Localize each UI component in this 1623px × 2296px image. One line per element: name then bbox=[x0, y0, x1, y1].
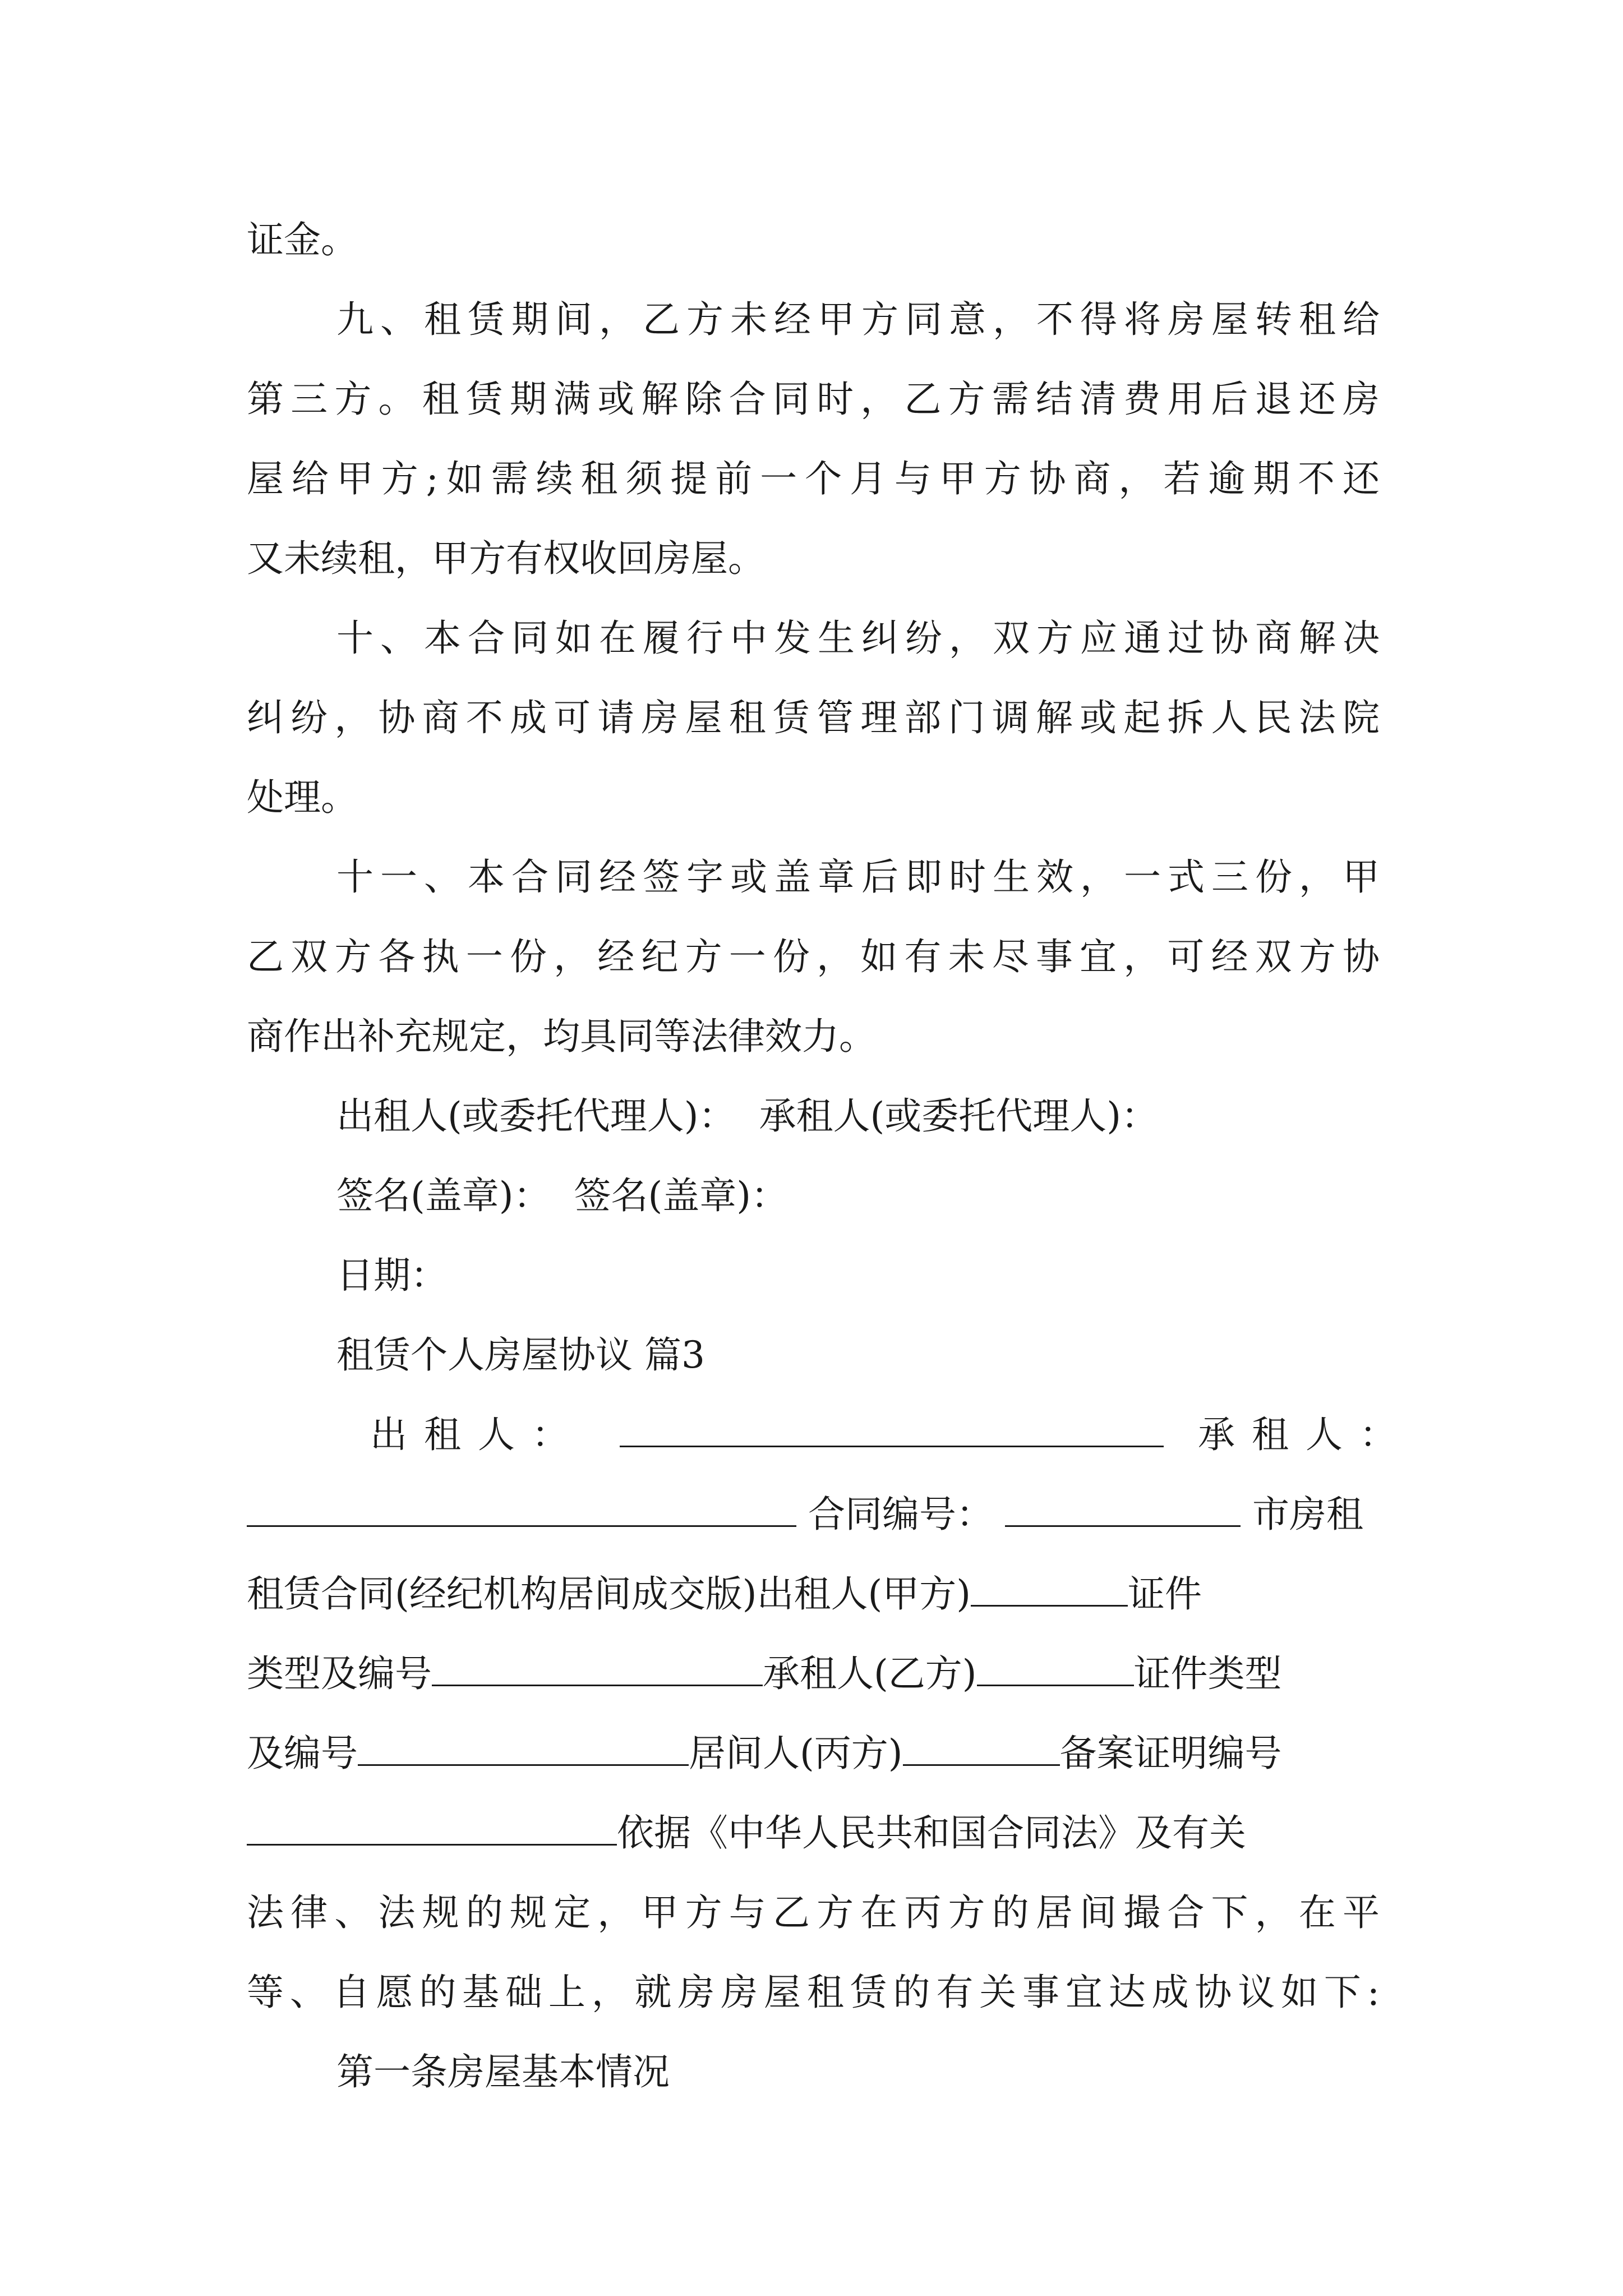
party-a-label: 出租人(甲方) bbox=[757, 1572, 971, 1616]
lessor-lessee-line bbox=[370, 1408, 1413, 1462]
contract-no-blank[interactable] bbox=[1005, 1492, 1241, 1527]
id-type-label: 类型及编号 bbox=[247, 1652, 432, 1695]
text-line: 证金。 bbox=[247, 218, 358, 261]
text-line: 又未续租，甲方有权收回房屋。 bbox=[247, 537, 765, 580]
signature-seal-line: 签名(盖章)： 签名(盖章)： bbox=[336, 1174, 788, 1217]
lessor-label: 出租人： bbox=[370, 1413, 585, 1456]
record-no-blank[interactable] bbox=[247, 1810, 617, 1846]
city-contract-tail: 市房租 bbox=[1252, 1493, 1363, 1536]
date-line: 日期： bbox=[336, 1254, 448, 1297]
text-line: 商作出补充规定，均具同等法律效力。 bbox=[247, 1015, 876, 1058]
text-line: 法律、法规的规定，甲方与乙方在丙方的居间撮合下，在平 bbox=[247, 1891, 1380, 1934]
party-b-id-blank[interactable] bbox=[358, 1731, 689, 1766]
text-line: 等、自愿的基础上，就房房屋租赁的有关事宜达成协议如下: bbox=[247, 1971, 1380, 2014]
signature-parties-line: 出租人(或委托代理人)： 承租人(或委托代理人)： bbox=[336, 1094, 1158, 1138]
party-b-line bbox=[247, 1647, 1380, 1701]
lessee-blank[interactable] bbox=[247, 1492, 796, 1527]
contract-title: 租赁合同(经纪机构居间成交版) bbox=[247, 1572, 757, 1616]
basis-text: 依据《中华人民共和国合同法》及有关 bbox=[617, 1811, 1246, 1855]
lessor-blank[interactable] bbox=[620, 1412, 1164, 1447]
text-line: 屋给甲方;如需续租须提前一个月与甲方协商，若逾期不还 bbox=[247, 457, 1380, 500]
party-a-blank[interactable] bbox=[971, 1571, 1128, 1607]
text-line: 第三方。租赁期满或解除合同时，乙方需结清费用后退还房 bbox=[247, 378, 1380, 421]
lessee-label: 承租人： bbox=[1197, 1413, 1413, 1456]
party-c-blank[interactable] bbox=[903, 1731, 1060, 1766]
article-1-heading: 第一条房屋基本情况 bbox=[336, 2050, 670, 2093]
party-b-blank[interactable] bbox=[977, 1651, 1134, 1686]
party-a-id-blank[interactable] bbox=[432, 1651, 763, 1686]
contract-no-label: 合同编号： bbox=[808, 1493, 993, 1536]
id-type-label: 证件类型 bbox=[1133, 1652, 1282, 1695]
party-a-line bbox=[247, 1567, 1380, 1621]
text-line: 乙双方各执一份，经纪方一份，如有未尽事宜，可经双方协 bbox=[247, 935, 1380, 978]
text-line: 纠纷，协商不成可请房屋租赁管理部门调解或起拆人民法院 bbox=[247, 696, 1380, 739]
text-line: 处理。 bbox=[247, 776, 358, 819]
clause-11-line: 十一、本合同经签字或盖章后即时生效，一式三份，甲 bbox=[336, 855, 1380, 899]
clause-9-line: 九、租赁期间，乙方未经甲方同意，不得将房屋转租给 bbox=[336, 298, 1380, 341]
clause-10-line: 十、本合同如在履行中发生纠纷，双方应通过协商解决 bbox=[336, 616, 1380, 660]
party-c-line bbox=[247, 1727, 1380, 1780]
id-type-label: 证件 bbox=[1128, 1572, 1202, 1616]
contract-number-line bbox=[247, 1488, 1380, 1542]
basis-line bbox=[247, 1806, 1380, 1860]
record-no-label: 备案证明编号 bbox=[1059, 1732, 1282, 1775]
section-heading: 租赁个人房屋协议 篇3 bbox=[336, 1333, 705, 1377]
party-b-label: 承租人(乙方) bbox=[763, 1652, 977, 1695]
party-c-label: 居间人(丙方) bbox=[689, 1732, 903, 1775]
id-type-label: 及编号 bbox=[247, 1732, 358, 1775]
